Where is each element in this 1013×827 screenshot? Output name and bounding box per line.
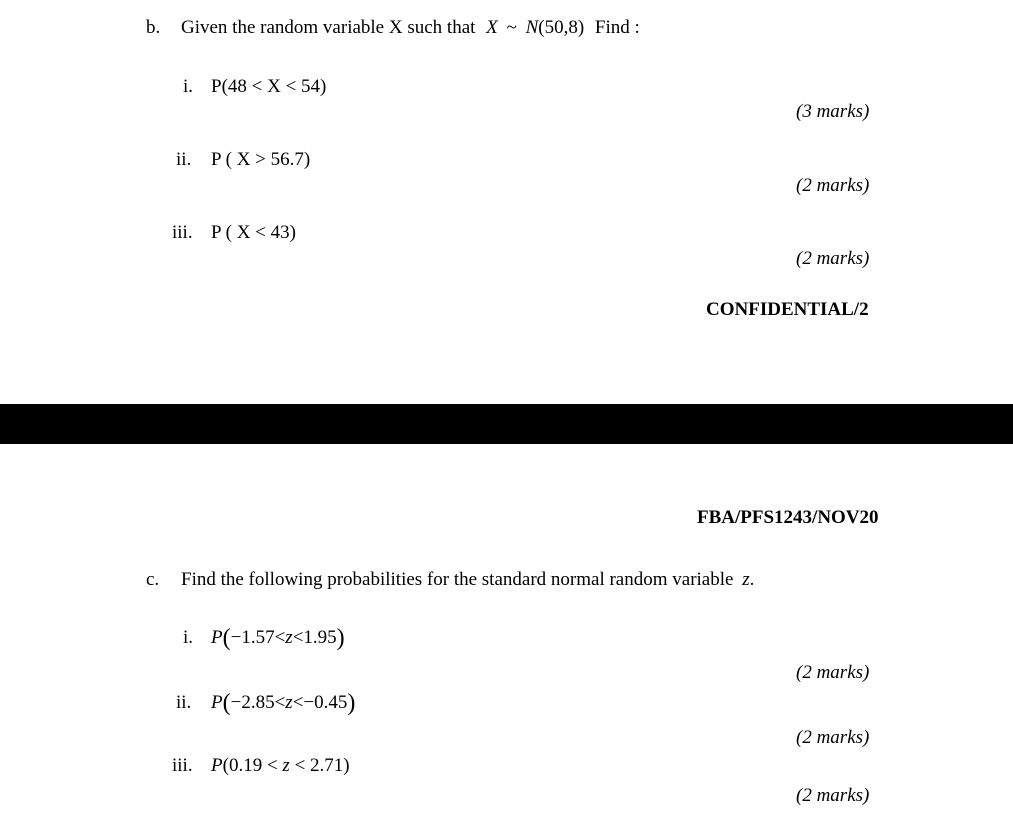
c-item-1-number: i.	[183, 627, 194, 648]
confidential-label: CONFIDENTIAL/2	[706, 299, 869, 320]
c-item-2-expression: P(−2.85<z<−0.45)	[211, 690, 356, 716]
b-item-1-marks: (3 marks)	[796, 101, 870, 122]
c-item-3-marks: (2 marks)	[796, 785, 870, 806]
page-break-bar	[0, 404, 1013, 444]
c-item-2-lower: −2.85	[230, 692, 275, 713]
dist-params: (50,8)	[538, 17, 585, 38]
c-item-3-number: iii.	[172, 755, 193, 776]
c-item-2-marks: (2 marks)	[796, 727, 870, 748]
b-item-2-number: ii.	[176, 149, 192, 170]
c-item-1-expression: P(−1.57<z<1.95)	[211, 625, 345, 651]
section-c-variable: z	[742, 569, 750, 590]
b-item-3-expression: P ( X < 43)	[211, 222, 296, 243]
dist-normal: N	[525, 17, 539, 38]
b-item-1-number: i.	[183, 76, 194, 97]
find-text: Find :	[594, 17, 640, 38]
section-c-question-text: Find the following probabilities for the standard normal random variable	[181, 569, 734, 590]
b-item-2-marks: (2 marks)	[796, 175, 870, 196]
section-c-letter: c.	[146, 569, 160, 590]
c-item-2-upper: −0.45	[303, 692, 348, 713]
section-b-question	[181, 18, 640, 37]
section-b-letter: b.	[146, 17, 161, 38]
section-c-period: .	[749, 569, 755, 590]
c-item-3-lower: 0.19	[228, 755, 263, 776]
b-item-3-number: iii.	[172, 222, 193, 243]
section-b-question-text: Given the random variable X such that	[181, 17, 476, 38]
b-item-1-expression: P(48 < X < 54)	[211, 76, 327, 97]
c-item-1-lower: −1.57	[230, 627, 275, 648]
c-item-1-upper: 1.95	[303, 627, 337, 648]
c-item-1-marks: (2 marks)	[796, 662, 870, 683]
c-item-3-upper: 2.71	[310, 755, 344, 776]
section-c-question	[181, 570, 754, 589]
c-item-2-number: ii.	[176, 692, 192, 713]
dist-variable: X	[486, 17, 498, 38]
dist-tilde: ~	[506, 17, 517, 38]
b-item-2-expression: P ( X > 56.7)	[211, 149, 311, 170]
course-code-header: FBA/PFS1243/NOV20	[697, 507, 879, 528]
b-item-3-marks: (2 marks)	[796, 248, 870, 269]
c-item-3-expression: P(0.19 < z < 2.71)	[211, 755, 350, 776]
